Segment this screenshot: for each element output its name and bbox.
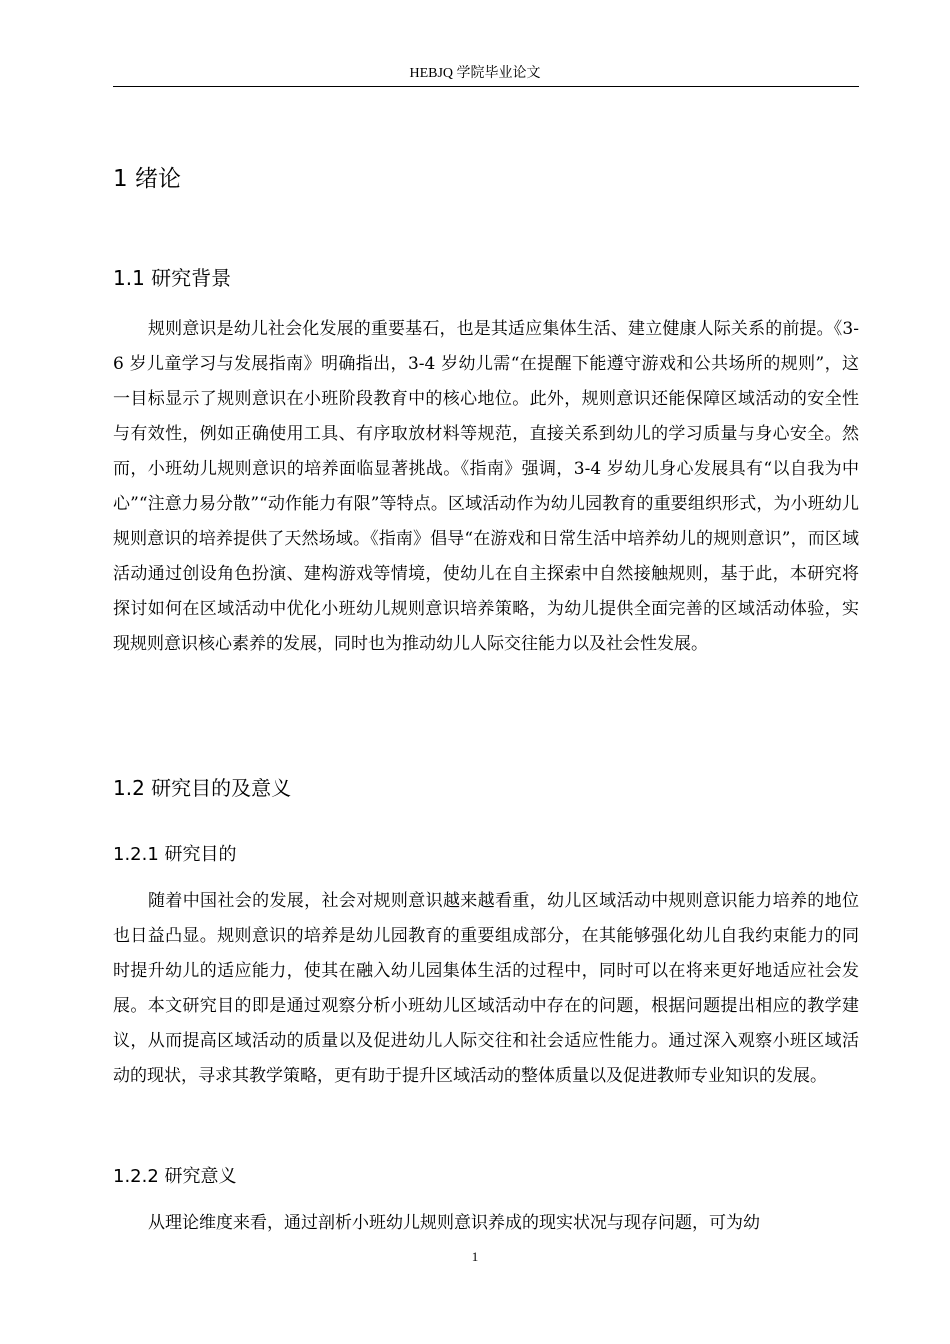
section-title-1-1: 1.1 研究背景 xyxy=(113,266,232,290)
paragraph-research-significance: 从理论维度来看，通过剖析小班幼儿规则意识养成的现实状况与现存问题，可为幼 xyxy=(148,1213,760,1233)
paragraph-research-background: 规则意识是幼儿社会化发展的重要基石，也是其适应集体生活、建立健康人际关系的前提。《3-6 岁儿童学习与发展指南》明确指出，3-4 岁幼儿需“在提醒下能遵守游戏和公共场所的规则”，这一目标显示了规则意识在小班阶段教育中的核心地位。此外，规则意识还能保障区域活动的安全性与有效性，例如正确使用工具、有序取放材料等规范，直接关系到幼儿的学习质量与身心安全。然而，小班幼儿规则意识的培养面临显著挑战。《指南》强调，3-4 岁幼儿身心发展具有“以自我为中心”“注意力易分散”“动作能力有限”等特点。区域活动作为幼儿园教育的重要组织形式，为小班幼儿规则意识的培养提供了天然场域。《指南》倡导“在游戏和日常生活中培养幼儿的规则意识”，而区域活动通过创设角色扮演、建构游戏等情境，使幼儿在自主探索中自然接触规则，基于此，本研究将探讨如何在区域活动中优化小班幼儿规则意识培养策略，为幼儿提供全面完善的区域活动体验，实现规则意识核心素养的发展，同时也为推动幼儿人际交往能力以及社会性发展。 xyxy=(113,319,859,654)
chapter-title: 1 绪论 xyxy=(113,166,181,192)
header-divider xyxy=(113,86,859,87)
running-header: HEBJQ 学院毕业论文 xyxy=(409,66,541,81)
subsection-title-1-2-2: 1.2.2 研究意义 xyxy=(113,1166,237,1187)
paragraph-research-purpose: 随着中国社会的发展，社会对规则意识越来越看重，幼儿区域活动中规则意识能力培养的地位也日益凸显。规则意识的培养是幼儿园教育的重要组成部分，在其能够强化幼儿自我约束能力的同时提升幼儿的适应能力，使其在融入幼儿园集体生活的过程中，同时可以在将来更好地适应社会发展。本文研究目的即是通过观察分析小班幼儿区域活动中存在的问题，根据问题提出相应的教学建议，从而提高区域活动的质量以及促进幼儿人际交往和社会适应性能力。通过深入观察小班区域活动的现状，寻求其教学策略，更有助于提升区域活动的整体质量以及促进教师专业知识的发展。 xyxy=(113,891,859,1086)
subsection-title-1-2-1: 1.2.1 研究目的 xyxy=(113,844,237,865)
section-title-1-2: 1.2 研究目的及意义 xyxy=(113,776,292,800)
page-number: 1 xyxy=(471,1249,479,1264)
